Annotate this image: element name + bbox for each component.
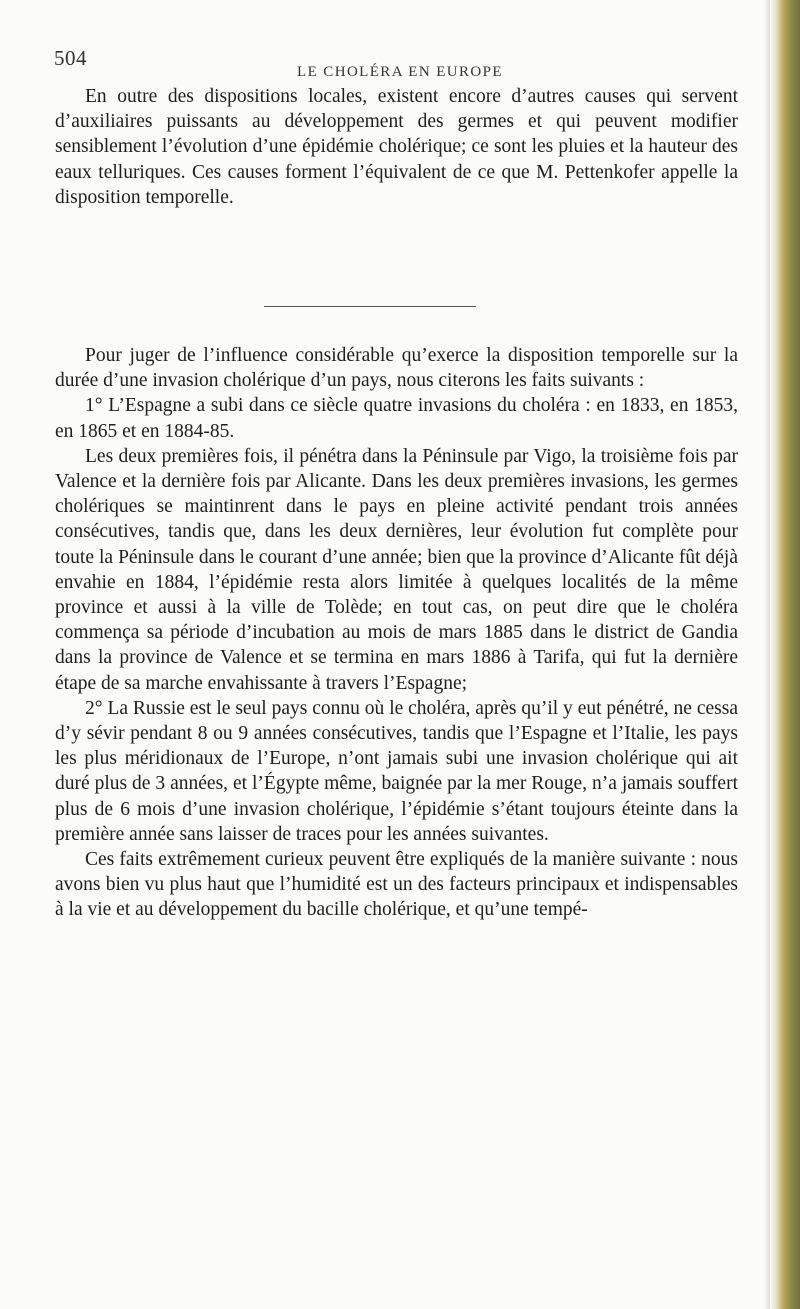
- text-block-main: [55, 343, 738, 923]
- page-number: 504: [54, 46, 87, 70]
- section-divider: [264, 306, 476, 307]
- paragraph: En outre des dispositions locales, existent encore d’autres causes qui servent d’auxiliaires puissants au développement des germes et qui peuvent modifier sensiblement l’évolution d’une épidémie cholérique; ce sont les pluies et la hauteur des eaux telluriques. Ces causes forment l’équivalent de ce que M. Pettenkofer appelle la disposition temporelle.: [55, 86, 738, 208]
- page-edge: [770, 0, 800, 1309]
- paragraph: 2° La Russie est le seul pays connu où le choléra, après qu’il y eut pénétré, ne cessa d’y sévir pendant 8 ou 9 années consécutives, tandis que l’Espagne et l’Italie, les pays les plus méridionaux de l’Europe, n’ont jamais subi une invasion cholérique qui ait duré plus de 3 années, et l’Égypte même, baignée par la mer Rouge, n’a jamais souffert plus de 6 mois d’une invasion cholérique, l’épidémie s’étant toujours éteinte dans la première année sans laisser de traces pour les années suivantes.: [55, 697, 738, 845]
- paragraph: 1° L’Espagne a subi dans ce siècle quatre invasions du choléra : en 1833, en 1853, en 1865 et en 1884-85.: [55, 395, 738, 442]
- text-block-intro: [55, 84, 738, 210]
- running-title: LE CHOLÉRA EN EUROPE: [297, 64, 503, 80]
- paragraph: Les deux premières fois, il pénétra dans la Péninsule par Vigo, la troisième fois par Valence et la dernière fois par Alicante. Dans les deux premières invasions, les germes cholériques se maintinrent dans le pays en pleine activité pendant trois années consécutives, tandis que, dans les deux dernières, leur évolution fut complète pour toute la Péninsule dans le courant d’une année; bien que la province d’Alicante fût déjà envahie en 1884, l’épidémie resta alors limitée à quelques localités de la même province et aussi à la ville de Tolède; en tout cas, on peut dire que le choléra commença sa période d’incubation au mois de mars 1885 dans le district de Gandia dans la province de Valence et se termina en mars 1886 à Tarifa, qui fut la dernière étape de sa marche envahissante à travers l’Espagne;: [55, 445, 738, 694]
- paragraph: Pour juger de l’influence considérable qu’exerce la disposition temporelle sur la durée d’une invasion cholérique d’un pays, nous citerons les faits suivants :: [55, 345, 738, 392]
- paragraph: Ces faits extrêmement curieux peuvent être expliqués de la manière suivante : nous avons bien vu plus haut que l’humidité est un des facteurs principaux et indispensables à la vie et au développement du bacille cholérique, et qu’une tempé-: [55, 849, 738, 921]
